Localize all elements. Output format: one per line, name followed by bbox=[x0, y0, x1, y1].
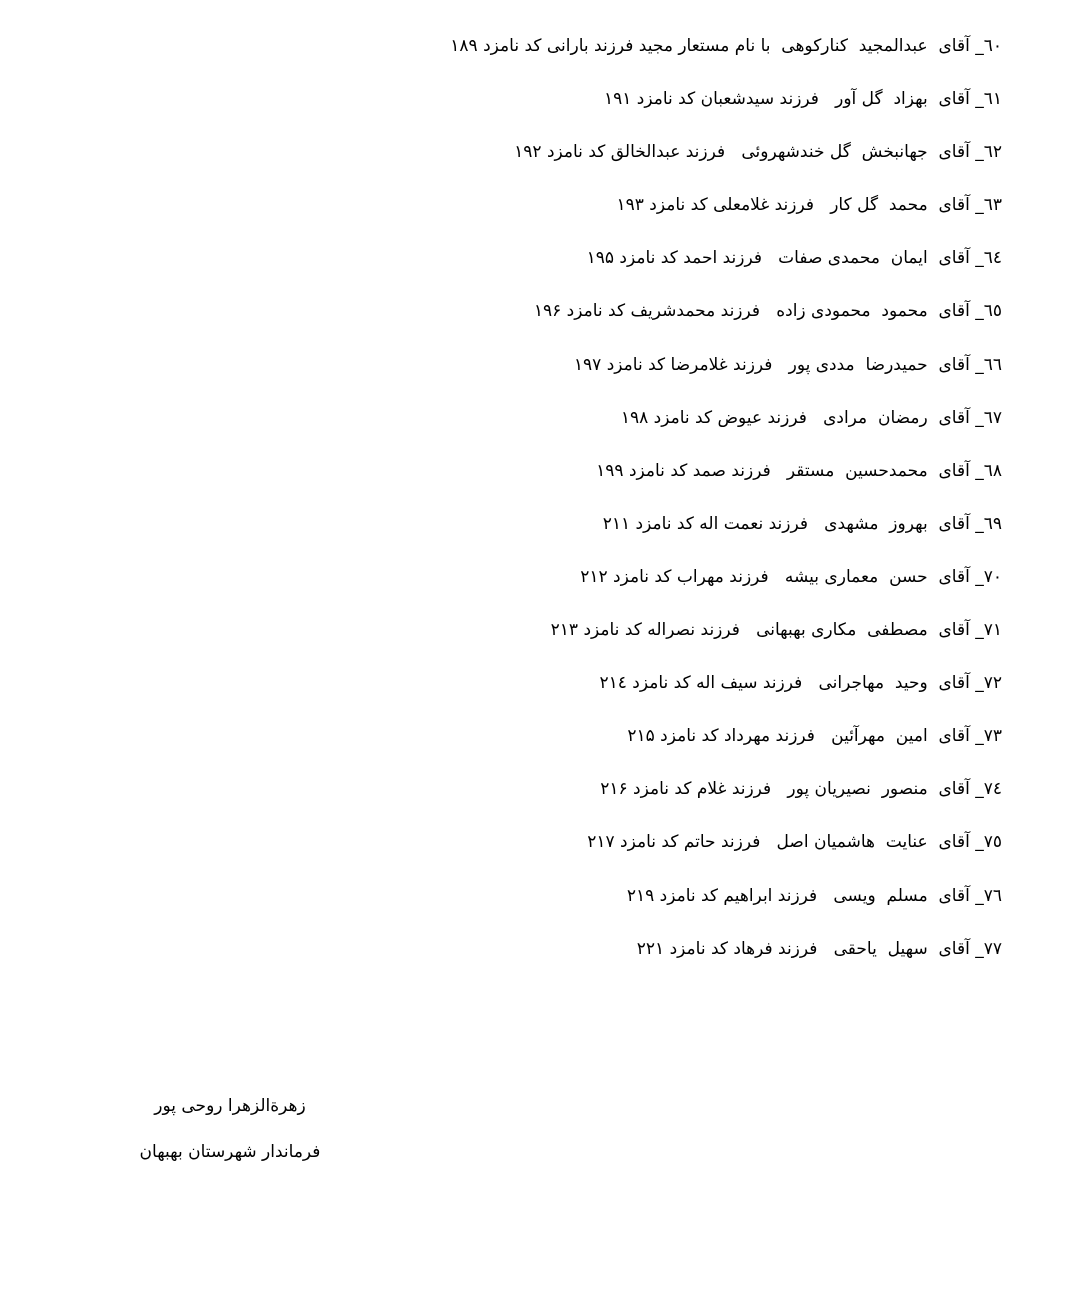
candidate-list bbox=[102, 28, 1002, 984]
candidate-row: ٦٤_ آقای ایمان محمدی صفات فرزند احمد کد نامزد ۱۹۵ bbox=[586, 248, 1002, 269]
signatory-title: فرماندار شهرستان بهبهان bbox=[139, 1142, 321, 1162]
signatory-name: زهرةالزهرا روحی پور bbox=[154, 1096, 306, 1116]
candidate-row: ٧٠_ آقای حسن معماری بیشه فرزند مهراب کد نامزد ۲۱۲ bbox=[580, 566, 1002, 587]
candidate-row: ٦١_ آقای بهزاد گل آور فرزند سیدشعبان کد نامزد ۱۹۱ bbox=[604, 89, 1002, 110]
candidate-row: ٦٣_ آقای محمد گل کار فرزند غلامعلی کد نامزد ۱۹۳ bbox=[616, 195, 1002, 216]
candidate-row: ٦٨_ آقای محمدحسین مستقر فرزند صمد کد نامزد ۱۹۹ bbox=[596, 460, 1002, 481]
candidate-row: ٦٠_ آقای عبدالمجید کنارکوهی با نام مستعار مجید فرزند بارانی کد نامزد ۱۸۹ bbox=[450, 36, 1002, 56]
candidate-row: ٧٢_ آقای وحید مهاجرانی فرزند سیف اله کد نامزد ۲۱٤ bbox=[599, 673, 1002, 694]
candidate-row: ٧٧_ آقای سهیل یاحقی فرزند فرهاد کد نامزد ۲۲۱ bbox=[636, 938, 1002, 959]
candidate-row: ٦٥_ آقای محمود محمودی زاده فرزند محمدشریف کد نامزد ۱۹۶ bbox=[533, 301, 1002, 322]
candidate-row: ٦٩_ آقای بهروز مشهدی فرزند نعمت اله کد نامزد ۲۱۱ bbox=[602, 513, 1002, 534]
candidate-row: ٦٧_ آقای رمضان مرادی فرزند عیوض کد نامزد ۱۹۸ bbox=[620, 407, 1002, 428]
candidate-row: ٧٥_ آقای عنایت هاشمیان اصل فرزند حاتم کد نامزد ۲۱۷ bbox=[587, 832, 1002, 853]
candidate-row: ٧٤_ آقای منصور نصیریان پور فرزند غلام کد نامزد ۲۱۶ bbox=[600, 779, 1002, 800]
candidate-row: ٧٦_ آقای مسلم ویسی فرزند ابراهیم کد نامزد ۲۱۹ bbox=[626, 885, 1002, 906]
candidate-row: ٧١_ آقای مصطفی مکاری بهبهانی فرزند نصراله کد نامزد ۲۱۳ bbox=[550, 620, 1002, 641]
candidate-row: ٦٢_ آقای جهانبخش گل خندشهروئی فرزند عبدالخالق کد نامزد ۱۹۲ bbox=[514, 142, 1002, 163]
candidate-row: ٦٦_ آقای حمیدرضا مددی پور فرزند غلامرضا کد نامزد ۱۹۷ bbox=[573, 354, 1002, 375]
candidate-row: ٧٣_ آقای امین مهرآئین فرزند مهرداد کد نامزد ۲۱۵ bbox=[627, 726, 1002, 747]
